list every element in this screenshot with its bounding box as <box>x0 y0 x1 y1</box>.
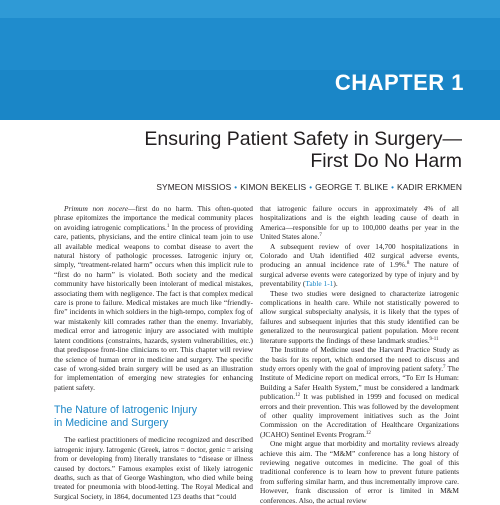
section-heading-line-1: The Nature of Iatrogenic Injury <box>54 404 198 417</box>
chapter-label: CHAPTER 1 <box>334 70 464 95</box>
section-heading <box>54 404 253 429</box>
right-text-column <box>260 204 459 505</box>
author-separator: • <box>309 183 313 192</box>
reference-marker: 7 <box>443 364 446 370</box>
author-name: SYMEON MISSIOS <box>156 182 232 192</box>
reference-marker: 8 <box>406 261 410 267</box>
reference-marker: 12 <box>365 430 371 436</box>
paragraph-text: The Institute of Medicine report on medical errors, “To Err Is Human: Building a Safer Health System,” must be considered a landmark publication. <box>260 363 459 402</box>
chapter-banner <box>0 0 500 120</box>
reference-marker: 12 <box>295 393 301 399</box>
reference-marker: 9-11 <box>429 336 439 342</box>
author-list <box>130 182 462 192</box>
reference-marker: 7 <box>319 233 322 239</box>
author-separator: • <box>234 183 238 192</box>
paragraph-text: It was published in 1999 and focused on medical errors and their prevention. This was followed by the development of other quality improvement initiatives such as the Joint Commission on the Accreditation of Healthcare Organizations (JCAHO) Sentinel Events Program. <box>260 392 459 439</box>
section-heading-line-2: in Medicine and Surgery <box>54 416 169 429</box>
left-text-column <box>54 204 253 500</box>
intro-text: —first do no harm. This often-quoted phrase epitomizes the importance the medical community places on avoiding iatrogenic complications. <box>54 204 253 232</box>
author-separator: • <box>391 183 395 192</box>
paragraph-text: These two studies were designed to characterize iatrogenic complications in health care. While not statistically powered to allow surgical subspecialty analysis, it is likely that the types of failures and subsequent injuries that this study identified can be generalized to the neurosurgical patient population. More recent literature supports the findings of these landmark studies. <box>260 288 459 345</box>
body-paragraph: One might argue that morbidity and mortality reviews already achieve this aim. The “M&M” conference has a long history of reviewing negative outcomes in medicine. The goal of this traditional conference is to learn how to prevent future patients from suffering similar harm, and thus incrementally improve care. However, frank discussion of error is limited in M&M conferences. Also, the actual review <box>260 439 459 505</box>
body-paragraph <box>260 345 459 439</box>
body-paragraph <box>260 242 459 289</box>
reference-marker: 1 <box>166 223 170 229</box>
intro-paragraph <box>54 204 253 392</box>
author-name: GEORGE T. BLIKE <box>315 182 389 192</box>
body-paragraph <box>260 289 459 345</box>
paragraph-text: The nature of surgical adverse events were categorized by type of injury and by preventability ( <box>260 260 459 289</box>
latin-phrase: Primum non nocere <box>64 204 128 213</box>
author-name: KIMON BEKELIS <box>240 182 307 192</box>
paragraph-text: ). <box>333 279 338 289</box>
intro-text-continued: In the process of providing care, patients, physicians, and the entire clinical team join to use all available medical weapons to combat disease to avert the natural history of pathologic processes. Iatrogenic injury or, simply, “treatment-related harm” occurs when this implicit rule to “first do no harm” is violated. Both society and the medical community have historically been intolerant of medical mistakes, associating them with negligence. The fact is that complex medical care is prone to failure. Medical mistakes are much like “friendly-fire” incidents in which soldiers in the high-tempo, complex fog of war mistakenly kill comrades rather than the enemy. Invariably, medical error and iatrogenic injury are associated with multiple latent conditions (constraints, hazards, system vulnerabilities, etc.) that predispose front-line clinicians to err. This chapter will review the science of human error in medicine and surgery. The specific case of wrong-sided brain surgery will be used as an illustration for implementation of emerging new strategies for enhancing patient safety. <box>54 222 253 392</box>
body-paragraph <box>260 204 459 242</box>
section-paragraph: The earliest practitioners of medicine recognized and described iatrogenic injury. Iatrogenic (Greek, iatros = doctor, genic = arising from or developing from) literally translates to “disease or illness caused by doctors.” Famous examples exist of likely iatrogenic deaths, such as that of George Washington, who died while being treated for pneumonia with blood-letting. The Royal Medical and Surgical Society, in 1864, documented 123 deaths that “could <box>54 435 253 501</box>
paragraph-text: that iatrogenic failure occurs in approximately 4% of all hospitalizations and is the eighth leading cause of death in America—responsible for up to 100,000 deaths per year in the United States alone. <box>260 204 459 242</box>
banner-stripe <box>0 18 500 70</box>
banner-stripe <box>0 0 500 18</box>
chapter-title <box>62 128 462 172</box>
author-name: KADIR ERKMEN <box>397 182 462 192</box>
chapter-title-line-2: First Do No Harm <box>310 150 462 172</box>
paragraph-text: A subsequent review of over 14,700 hospitalizations in Colorado and Utah identified 402 surgical adverse events, producing an annual incidence rate of 1.9%. <box>260 241 459 270</box>
table-reference-link[interactable]: Table 1-1 <box>305 279 334 289</box>
chapter-title-line-1: Ensuring Patient Safety in Surgery— <box>144 128 462 150</box>
paragraph-text: The Institute of Medicine used the Harvard Practice Study as the basis for its report, which endorsed the need to discuss and study errors openly with the goal of improving patient safety. <box>260 345 459 373</box>
